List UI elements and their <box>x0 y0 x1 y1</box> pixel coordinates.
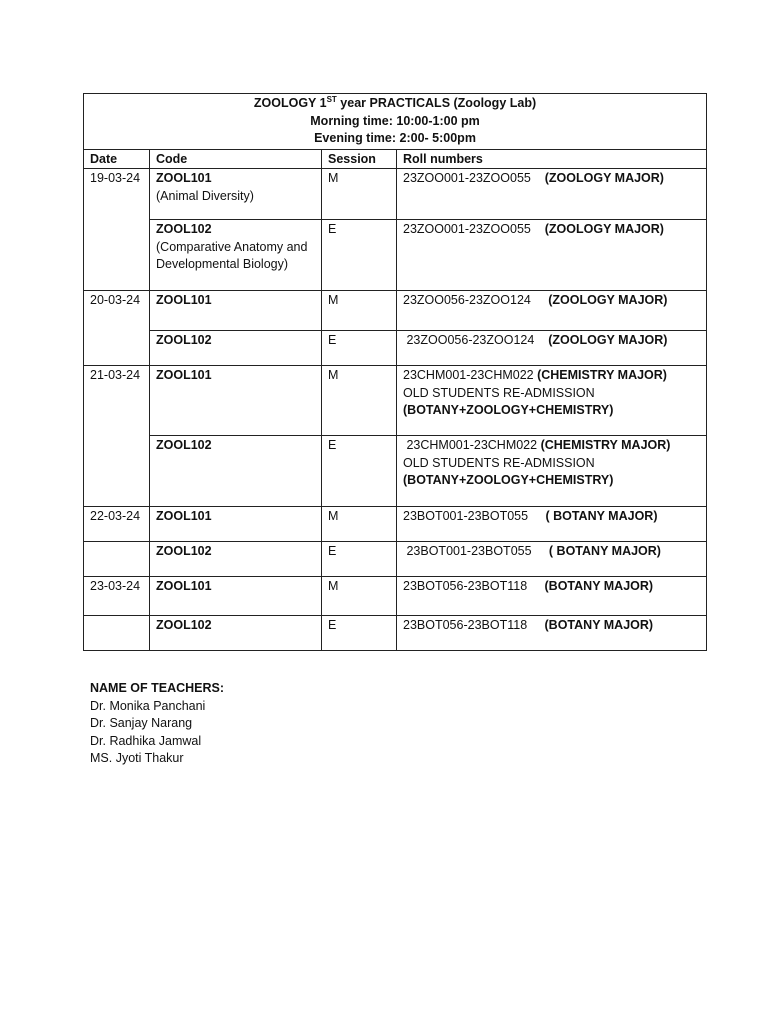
table-header-row <box>84 94 707 150</box>
code-cell <box>150 331 322 366</box>
code-cell <box>150 220 322 291</box>
course-description: (Animal Diversity) <box>156 188 254 203</box>
date-cell: 21-03-24 <box>84 366 150 507</box>
morning-time: Morning time: 10:00-1:00 pm <box>310 113 480 128</box>
teacher-name: Dr. Radhika Jamwal <box>90 733 202 748</box>
date-cell: 23-03-24 <box>84 577 150 616</box>
date-cell <box>84 542 150 577</box>
roll-cell <box>397 331 707 366</box>
table-row <box>84 542 707 577</box>
code-cell <box>150 542 322 577</box>
code-cell <box>150 507 322 542</box>
teachers-section <box>90 680 224 768</box>
roll-cell <box>397 616 707 651</box>
session-cell: E <box>322 616 397 651</box>
roll-range: 23BOT001-23BOT055 <box>403 544 549 558</box>
column-header-date: Date <box>84 149 150 169</box>
roll-range: 23BOT056-23BOT118 <box>403 618 545 632</box>
session-cell: E <box>322 331 397 366</box>
session-cell: M <box>322 577 397 616</box>
column-header-code: Code <box>150 149 322 169</box>
course-code: ZOOL102 <box>156 333 212 347</box>
session-cell: E <box>322 436 397 507</box>
roll-range: 23BOT056-23BOT118 <box>403 579 545 593</box>
major-label: (BOTANY MAJOR) <box>544 579 654 593</box>
teacher-name: Dr. Monika Panchani <box>90 698 206 713</box>
roll-cell <box>397 366 707 436</box>
roll-range: 23ZOO001-23ZOO055 <box>403 222 545 236</box>
roll-cell <box>397 577 707 616</box>
table-row <box>84 616 707 651</box>
code-cell <box>150 616 322 651</box>
code-cell <box>150 366 322 436</box>
major-label: (ZOOLOGY MAJOR) <box>548 333 668 347</box>
code-cell <box>150 436 322 507</box>
table-row <box>84 577 707 616</box>
evening-time: Evening time: 2:00- 5:00pm <box>314 131 476 145</box>
readmission-note: OLD STUDENTS RE-ADMISSION <box>403 455 595 470</box>
table-row <box>84 220 707 291</box>
date-cell: 22-03-24 <box>84 507 150 542</box>
session-cell: M <box>322 169 397 220</box>
roll-range: 23CHM001-23CHM022 <box>403 438 541 452</box>
roll-cell <box>397 507 707 542</box>
date-cell <box>84 616 150 651</box>
course-code: ZOOL102 <box>156 618 212 632</box>
code-cell <box>150 291 322 331</box>
roll-cell <box>397 291 707 331</box>
date-cell: 19-03-24 <box>84 169 150 291</box>
teacher-name: Dr. Sanjay Narang <box>90 716 193 730</box>
major-label: ( BOTANY MAJOR) <box>545 509 658 523</box>
column-header-row <box>84 149 707 169</box>
roll-cell <box>397 220 707 291</box>
code-cell <box>150 169 322 220</box>
session-cell: E <box>322 542 397 577</box>
session-cell: M <box>322 366 397 436</box>
roll-cell <box>397 542 707 577</box>
course-description: (Comparative Anatomy and Developmental Biology) <box>156 239 308 271</box>
table-row <box>84 436 707 507</box>
readmission-note: OLD STUDENTS RE-ADMISSION <box>403 385 595 400</box>
table-title-cell <box>84 94 707 150</box>
combined-majors: (BOTANY+ZOOLOGY+CHEMISTRY) <box>403 473 614 487</box>
column-header-session: Session <box>322 149 397 169</box>
course-code: ZOOL102 <box>156 544 212 558</box>
course-code: ZOOL102 <box>156 222 212 236</box>
session-cell: E <box>322 220 397 291</box>
course-code: ZOOL101 <box>156 509 212 523</box>
major-label: (CHEMISTRY MAJOR) <box>540 438 671 452</box>
course-code: ZOOL101 <box>156 368 212 382</box>
roll-range: 23ZOO056-23ZOO124 <box>403 333 549 347</box>
roll-cell <box>397 169 707 220</box>
teacher-name: MS. Jyoti Thakur <box>90 751 184 765</box>
session-cell: M <box>322 291 397 331</box>
major-label: (ZOOLOGY MAJOR) <box>548 293 668 307</box>
table-row <box>84 366 707 436</box>
table-row <box>84 331 707 366</box>
page-title: ZOOLOGY 1ST year PRACTICALS (Zoology Lab) <box>253 94 537 110</box>
major-label: (ZOOLOGY MAJOR) <box>544 222 664 236</box>
roll-range: 23ZOO056-23ZOO124 <box>403 293 549 307</box>
session-cell: M <box>322 507 397 542</box>
major-label: (BOTANY MAJOR) <box>544 618 654 632</box>
table-row <box>84 291 707 331</box>
major-label: ( BOTANY MAJOR) <box>548 544 661 558</box>
roll-range: 23ZOO001-23ZOO055 <box>403 171 545 185</box>
combined-majors: (BOTANY+ZOOLOGY+CHEMISTRY) <box>403 403 614 417</box>
teachers-label: NAME OF TEACHERS: <box>90 681 225 695</box>
code-cell <box>150 577 322 616</box>
course-code: ZOOL101 <box>156 293 212 307</box>
schedule-table <box>83 93 707 651</box>
course-code: ZOOL101 <box>156 579 212 593</box>
column-header-roll-numbers: Roll numbers <box>397 149 707 169</box>
major-label: (CHEMISTRY MAJOR) <box>537 368 667 382</box>
roll-range: 23CHM001-23CHM022 <box>403 368 538 382</box>
table-row <box>84 507 707 542</box>
major-label: (ZOOLOGY MAJOR) <box>544 171 664 185</box>
table-row <box>84 169 707 220</box>
roll-cell <box>397 436 707 507</box>
course-code: ZOOL101 <box>156 171 212 185</box>
course-code: ZOOL102 <box>156 438 212 452</box>
roll-range: 23BOT001-23BOT055 <box>403 509 546 523</box>
date-cell: 20-03-24 <box>84 291 150 366</box>
